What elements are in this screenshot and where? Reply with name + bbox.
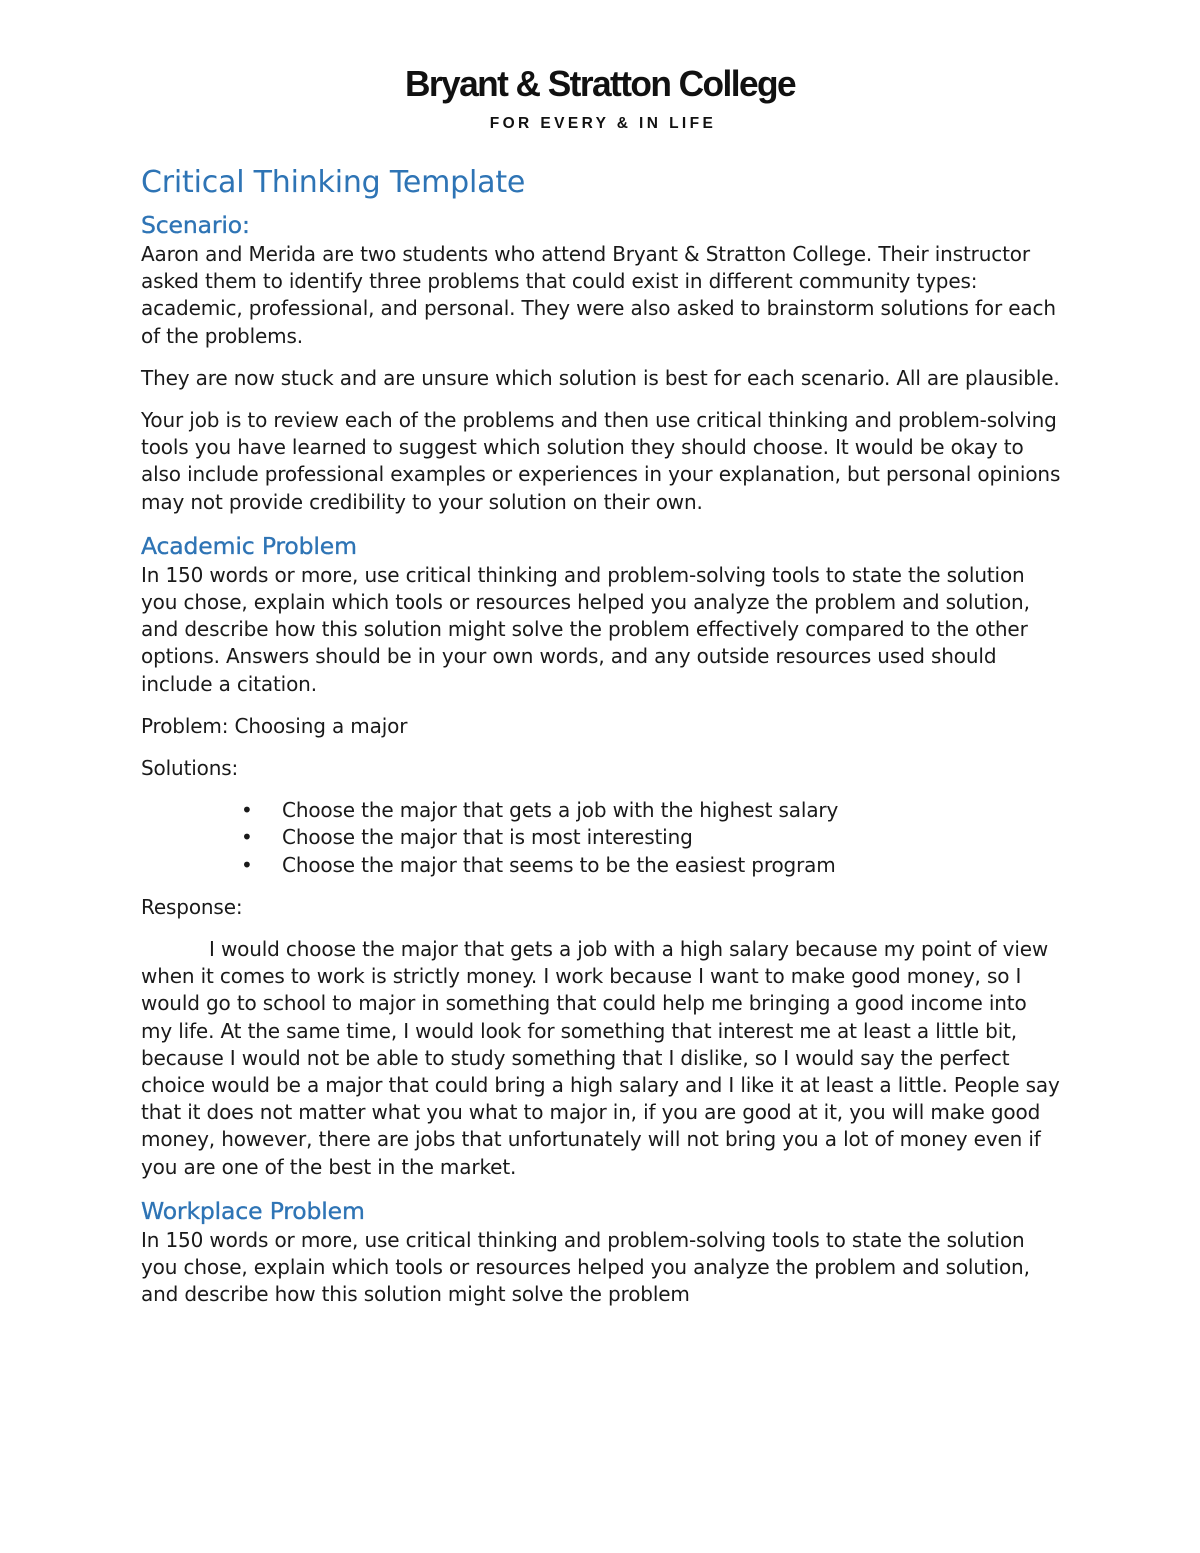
college-name: Bryant & Stratton College xyxy=(404,63,796,104)
academic-response-text: I would choose the major that gets a job with a high salary because my point of view when it comes to work is strictly money. I work because I want to make good money, so I would go to school to major in something that could help me bringing a good income into my life. At the same time, I would look for something that interest me at least a little bit, because I would not be able to study something that I dislike, so I would say the perfect choice would be a major that could bring a high salary and I like it at least a little. People say that it does not matter what you what to major in, if you are good at it, you will make good money, however, there are jobs that unfortunately will not bring you a lot of money even if you are one of the best in the market. xyxy=(141,937,1060,1179)
academic-solutions-label: Solutions: xyxy=(141,756,239,781)
academic-problem-heading: Academic Problem xyxy=(141,531,357,560)
document-body xyxy=(141,162,1061,1309)
scenario-heading: Scenario: xyxy=(141,211,250,239)
solution-text: Choose the major that seems to be the easiest program xyxy=(282,852,836,877)
bullet-icon: • xyxy=(241,798,253,823)
list-item xyxy=(241,824,1061,851)
list-item xyxy=(241,797,1061,824)
solution-text: Choose the major that gets a job with the highest salary xyxy=(282,798,839,823)
academic-response-label: Response: xyxy=(141,894,243,919)
workplace-instructions: In 150 words or more, use critical thinking and problem-solving tools to state the solution you chose, explain which tools or resources helped you analyze the problem and solution, and describe how this solution might solve the problem xyxy=(141,1227,1030,1307)
document-title: Critical Thinking Template xyxy=(141,165,526,200)
list-item xyxy=(241,852,1061,879)
college-tagline: FOR EVERY & IN LIFE xyxy=(489,115,717,132)
academic-problem-statement: Problem: Choosing a major xyxy=(141,713,408,738)
bullet-icon: • xyxy=(241,852,253,877)
workplace-problem-heading: Workplace Problem xyxy=(141,1196,365,1225)
academic-instructions: In 150 words or more, use critical thinking and problem-solving tools to state the solution you chose, explain which tools or resources helped you analyze the problem and solution, and describe how this solution might solve the problem effectively compared to the other options. Answers should be in your own words, and any outside resources used should include a citation. xyxy=(141,562,1030,696)
scenario-paragraph-2: They are now stuck and are unsure which solution is best for each scenario. All are plausible. xyxy=(141,365,1060,390)
college-logo xyxy=(0,62,1200,134)
scenario-paragraph-1: Aaron and Merida are two students who attend Bryant & Stratton College. Their instructor asked them to identify three problems that could exist in different community types: academic, professional, and personal. They were also asked to brainstorm solutions for each of the problems. xyxy=(141,242,1056,348)
solution-text: Choose the major that is most interesting xyxy=(282,825,693,850)
scenario-paragraph-3: Your job is to review each of the problems and then use critical thinking and problem-solving tools you have learned to suggest which solution they should choose. It would be okay to also include professional examples or experiences in your explanation, but personal opinions may not provide credibility to your solution on their own. xyxy=(141,408,1061,514)
academic-solutions-list xyxy=(141,797,1061,879)
bullet-icon: • xyxy=(241,825,253,850)
